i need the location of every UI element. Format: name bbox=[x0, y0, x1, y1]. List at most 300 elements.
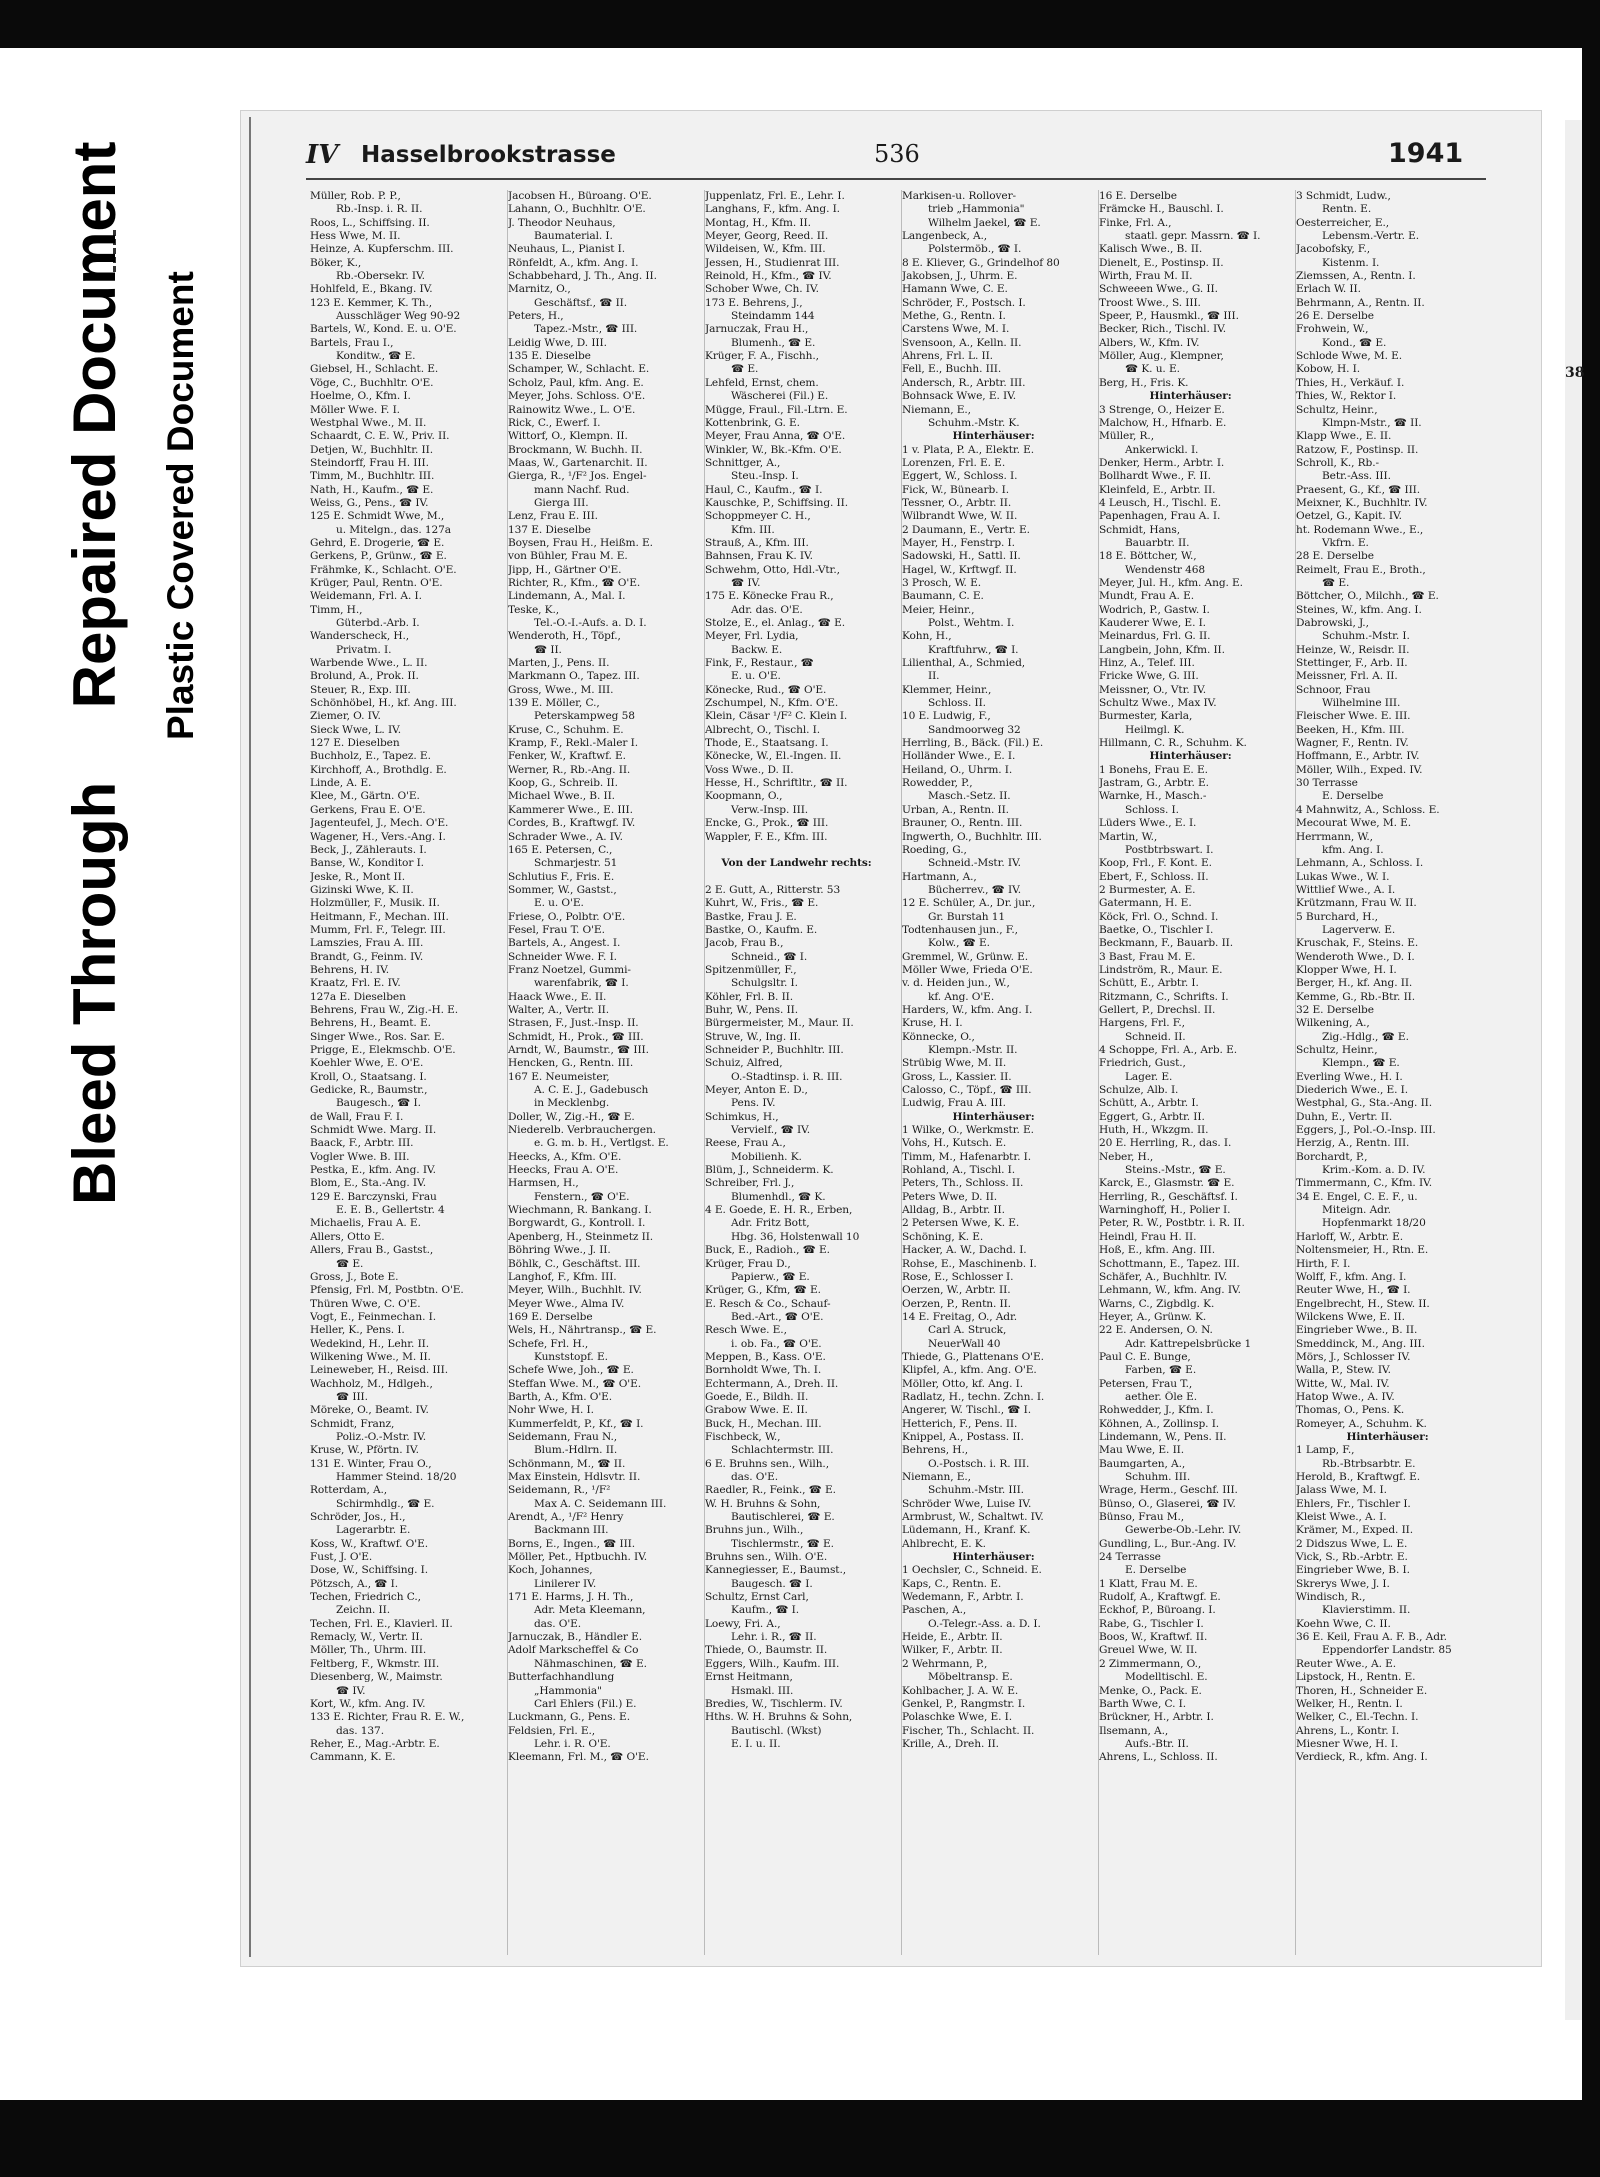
directory-entry-line: Lehmann, W., kfm. Ang. IV. bbox=[1099, 1284, 1241, 1297]
directory-entry-line: Radlatz, H., techn. Zchn. I. bbox=[902, 1390, 1045, 1403]
directory-entry-line: Schefe Wwe, Joh., ☎ E. bbox=[508, 1364, 634, 1377]
directory-entry-line: Wilckens Wwe, E. II. bbox=[1296, 1310, 1405, 1323]
directory-entry-line: Reinold, H., Kfm., ☎ IV. bbox=[705, 270, 832, 283]
scan-border-top bbox=[0, 0, 1600, 48]
directory-entry-line: ☎ IV. bbox=[731, 576, 761, 589]
directory-entry-line: Jarnuczak, B., Händler E. bbox=[508, 1631, 642, 1644]
page-header bbox=[306, 140, 1486, 174]
directory-entry-line: Grabow Wwe. E. II. bbox=[705, 1404, 808, 1417]
directory-entry-line: Meissner, Frl. A. II. bbox=[1296, 670, 1398, 683]
directory-entry-line: Tel.-O.-I.-Aufs. a. D. I. bbox=[534, 617, 647, 629]
directory-entry-line: 8 E. Kliever, G., Grindelhof 80 bbox=[902, 256, 1060, 269]
directory-entry-line: 1 Klatt, Frau M. E. bbox=[1099, 1577, 1198, 1590]
directory-entry-line: Meyer, Georg, Reed. II. bbox=[705, 230, 829, 243]
directory-entry-line: Wachholz, M., Hdlgeh., bbox=[310, 1377, 433, 1390]
directory-entry-line: E. E. B., Gellertstr. 4 bbox=[336, 1204, 445, 1217]
directory-entry-line: Hopfenmarkt 18/20 bbox=[1322, 1217, 1426, 1230]
directory-entry-line: Geschäftsf., ☎ II. bbox=[534, 296, 628, 309]
directory-entry-line: Wendenstr 468 bbox=[1125, 563, 1206, 576]
directory-entry-line: Wilhelmine III. bbox=[1322, 697, 1401, 710]
directory-entry-line: 2 Daumann, E., Vertr. E. bbox=[902, 523, 1030, 536]
directory-entry-line: Michaelis, Frau A. E. bbox=[310, 1217, 421, 1230]
directory-entry-line: Marnitz, O., bbox=[508, 283, 571, 296]
directory-entry-line: Krille, A., Dreh. II. bbox=[902, 1737, 999, 1750]
directory-entry-line: Wittorf, O., Klempn. II. bbox=[508, 430, 628, 443]
directory-entry-line: Lehfeld, Ernst, chem. bbox=[705, 376, 819, 389]
adjacent-page-edge bbox=[1565, 120, 1585, 2020]
directory-entry-line: Lehr. i. R. O'E. bbox=[534, 1737, 611, 1750]
directory-entry-line: Ebert, F., Schloss. II. bbox=[1099, 870, 1209, 883]
directory-entry-line: Thomas, O., Pens. K. bbox=[1296, 1404, 1405, 1417]
directory-entry-line: Tessner, O., Arbtr. II. bbox=[902, 496, 1012, 509]
directory-entry-line: Erlach W. II. bbox=[1296, 283, 1361, 296]
directory-entry-line: kfm. Ang. I. bbox=[1322, 843, 1384, 856]
directory-entry-line: Schmidt, Hans, bbox=[1099, 523, 1181, 536]
directory-entry-line: Bastke, Frau J. E. bbox=[705, 910, 797, 923]
directory-entry-line: Reese, Frau A., bbox=[705, 1137, 786, 1150]
directory-entry-line: Thüren Wwe, C. O'E. bbox=[310, 1297, 421, 1310]
directory-entry-line: Duhn, E., Vertr. II. bbox=[1296, 1110, 1393, 1123]
directory-entry-line: Hetterich, F., Pens. II. bbox=[902, 1417, 1018, 1430]
directory-entry-line: Tischlermstr., ☎ E. bbox=[731, 1537, 834, 1550]
directory-entry-line: Modelltischl. E. bbox=[1125, 1671, 1208, 1684]
directory-entry-line: Schaardt, C. E. W., Priv. II. bbox=[310, 430, 450, 443]
directory-entry-line: Kramp, F., Rekl.-Maler I. bbox=[508, 737, 638, 750]
directory-entry-line: Lehr. i. R., ☎ II. bbox=[731, 1631, 817, 1644]
directory-entry-line: 169 E. Derselbe bbox=[508, 1310, 593, 1323]
directory-entry-line: E. Resch & Co., Schauf- bbox=[705, 1297, 831, 1310]
directory-entry-line: Hagel, W., Krftwgf. II. bbox=[902, 563, 1017, 576]
directory-entry-line: Dienelt, E., Postinsp. II. bbox=[1099, 256, 1224, 269]
directory-entry-line: Wiechmann, R. Bankang. I. bbox=[508, 1204, 652, 1217]
directory-entry-line: „Hammonia" bbox=[534, 1684, 602, 1697]
directory-entry-line: Schuhm.-Mstr. K. bbox=[928, 416, 1020, 429]
directory-entry-line: Schottmann, E., Tapez. III. bbox=[1099, 1257, 1240, 1270]
directory-entry-line: Hess Wwe, M. II. bbox=[310, 230, 401, 243]
directory-entry-line: Sommer, W., Gastst., bbox=[508, 883, 617, 896]
directory-entry-line: Kort, W., kfm. Ang. IV. bbox=[310, 1697, 426, 1710]
directory-entry-line: Schulgsltr. I. bbox=[731, 977, 798, 990]
directory-entry-line: ht. Rodemann Wwe., E., bbox=[1296, 523, 1424, 536]
directory-entry-line: Meixner, K., Buchhltr. IV. bbox=[1296, 496, 1428, 509]
directory-entry-line: Meyer, Frl. Lydia, bbox=[705, 630, 799, 643]
directory-entry-line: Heecks, A., Kfm. O'E. bbox=[508, 1150, 622, 1163]
directory-entry-line: Thies, W., Rektor I. bbox=[1296, 390, 1397, 403]
directory-entry-line: Reuter Wwe, H., ☎ I. bbox=[1296, 1284, 1411, 1297]
directory-entry-line: Oerzen, W., Arbtr. II. bbox=[902, 1284, 1011, 1297]
directory-entry-line: Peters, Th., Schloss. II. bbox=[902, 1177, 1024, 1190]
directory-entry-line: Stolze, E., el. Anlag., ☎ E. bbox=[705, 617, 846, 629]
directory-entry-line: Fischbeck, W., bbox=[705, 1430, 781, 1443]
directory-entry-line: Calosso, C., Töpf., ☎ III. bbox=[902, 1084, 1032, 1097]
directory-entry-line: Meissner, O., Vtr. IV. bbox=[1099, 683, 1206, 696]
directory-entry-line: Könecke, Rud., ☎ O'E. bbox=[705, 683, 827, 696]
directory-entry-line: Koop, G., Schreib. II. bbox=[508, 777, 618, 790]
directory-entry-line: Bornholdt Wwe, Th. I. bbox=[705, 1364, 822, 1377]
directory-entry-line: Boos, W., Kraftwf. II. bbox=[1099, 1631, 1208, 1644]
directory-entry-line: Schneid.-Mstr. IV. bbox=[928, 857, 1021, 870]
directory-entry-line: O.-Stadtinsp. i. R. III. bbox=[731, 1070, 843, 1083]
directory-entry-line: Schöning, K. E. bbox=[902, 1230, 984, 1243]
directory-entry-line: Rudolf, A., Kraftwgf. E. bbox=[1099, 1591, 1221, 1604]
directory-entry-line: Hencken, G., Rentn. III. bbox=[508, 1057, 634, 1070]
directory-entry-line: Polaschke Wwe, E. I. bbox=[902, 1711, 1013, 1724]
directory-entry-line: Klempn., ☎ E. bbox=[1322, 1057, 1400, 1070]
directory-entry-line: Frohwein, W., bbox=[1296, 323, 1369, 336]
directory-entry-line: Techen, Friedrich C., bbox=[310, 1591, 421, 1604]
directory-entry-line: Müller, R., bbox=[1099, 430, 1154, 443]
directory-entry-line: 3 Strenge, O., Heizer E. bbox=[1099, 403, 1225, 416]
directory-entry-line: Leineweber, H., Reisd. III. bbox=[310, 1364, 448, 1377]
directory-entry-line: Kohlbacher, J. A. W. E. bbox=[902, 1684, 1019, 1697]
directory-entry-line: Langenbeck, A., bbox=[902, 230, 988, 243]
directory-entry-line: 139 E. Möller, C., bbox=[508, 697, 600, 710]
directory-entry-line: Schönmann, M., ☎ II. bbox=[508, 1457, 626, 1470]
directory-entry-line: Reuter Wwe., A. E. bbox=[1296, 1657, 1397, 1670]
directory-entry-line: Langbein, John, Kfm. II. bbox=[1099, 643, 1225, 656]
directory-entry-line: Polstermöb., ☎ I. bbox=[928, 243, 1022, 256]
directory-entry-line: Timmermann, C., Kfm. IV. bbox=[1296, 1177, 1433, 1190]
directory-entry-line: Köck, Frl. O., Schnd. I. bbox=[1099, 910, 1219, 923]
directory-columns bbox=[310, 190, 1490, 1955]
directory-entry-line: Langhans, F., kfm. Ang. I. bbox=[705, 203, 840, 216]
directory-entry-line: NeuerWall 40 bbox=[928, 1337, 1001, 1350]
directory-entry-line: 26 E. Derselbe bbox=[1296, 310, 1374, 323]
directory-entry-line: Fleischer Wwe. E. III. bbox=[1296, 710, 1411, 723]
directory-entry-line: Buck, E., Radioh., ☎ E. bbox=[705, 1244, 830, 1257]
directory-entry-line: Linde, A. E. bbox=[310, 777, 372, 790]
directory-entry-line: Schrader Wwe., A. IV. bbox=[508, 830, 623, 843]
directory-entry-line: Werner, R., Rb.-Ang. II. bbox=[508, 763, 631, 776]
directory-entry-line: Ahrens, Frl. L. II. bbox=[902, 350, 993, 363]
directory-entry-line: Schröder, Jos., H., bbox=[310, 1511, 406, 1524]
directory-entry-line: Schultz Wwe., Max IV. bbox=[1099, 697, 1217, 710]
directory-entry-line: 175 E. Könecke Frau R., bbox=[705, 590, 834, 603]
directory-entry-line: Behrmann, A., Rentn. II. bbox=[1296, 296, 1425, 309]
directory-entry-line: Wels, H., Nährtransp., ☎ E. bbox=[508, 1324, 657, 1337]
directory-entry-line: Paschen, A., bbox=[902, 1604, 967, 1617]
directory-entry-line: Hirth, F. I. bbox=[1296, 1257, 1351, 1270]
directory-entry-line: Lindström, R., Maur. E. bbox=[1099, 963, 1223, 976]
directory-entry-line: Poliz.-O.-Mstr. IV. bbox=[336, 1430, 427, 1443]
directory-entry-line: Hinterhäuser: bbox=[952, 1551, 1035, 1564]
directory-entry-line: Romeyer, A., Schuhm. K. bbox=[1296, 1417, 1427, 1430]
directory-entry-line: Hinterhäuser: bbox=[1149, 750, 1232, 763]
directory-entry-line: Schmidt, Franz, bbox=[310, 1417, 395, 1430]
directory-entry-line: Pens. IV. bbox=[731, 1097, 776, 1110]
directory-entry-line: Thoren, H., Schneider E. bbox=[1296, 1684, 1428, 1697]
directory-entry-line: Steines, W., kfm. Ang. I. bbox=[1296, 603, 1422, 616]
directory-entry-line: 1 v. Plata, P. A., Elektr. E. bbox=[902, 443, 1035, 456]
directory-entry-line: Nath, H., Kaufm., ☎ E. bbox=[310, 483, 434, 496]
directory-entry-line: Koss, W., Kraftwf. O'E. bbox=[310, 1537, 428, 1550]
directory-entry-line: Aufs.-Btr. II. bbox=[1125, 1737, 1189, 1750]
directory-entry-line: Lukas Wwe., W. I. bbox=[1296, 870, 1390, 883]
directory-entry-line: Fick, W., Bünearb. I. bbox=[902, 483, 1010, 496]
directory-entry-line: Kemme, G., Rb.-Btr. II. bbox=[1296, 990, 1415, 1003]
directory-entry-line: Wilker, F., Arbtr. II. bbox=[902, 1644, 1003, 1657]
directory-column-4 bbox=[901, 190, 1085, 1955]
directory-entry-line: Borgwardt, G., Kontroll. I. bbox=[508, 1217, 646, 1230]
directory-entry-line: Kond., ☎ E. bbox=[1322, 336, 1387, 349]
directory-entry-line: ☎ II. bbox=[534, 643, 562, 656]
directory-entry-line: Bürgermeister, M., Maur. II. bbox=[705, 1017, 854, 1030]
stamp-label-primary bbox=[60, 142, 129, 1205]
directory-entry-line: Steuer, R., Exp. III. bbox=[310, 683, 411, 696]
directory-entry-line: E. Derselbe bbox=[1125, 1564, 1187, 1577]
directory-entry-line: Brockmann, W. Buchh. II. bbox=[508, 443, 643, 456]
directory-entry-line: Huth, H., Wkzgm. II. bbox=[1099, 1124, 1209, 1137]
directory-entry-line: Meyer, Anton E. D., bbox=[705, 1084, 808, 1097]
directory-entry-line: Lagerarbtr. E. bbox=[336, 1524, 411, 1537]
directory-entry-line: Bücherrev., ☎ IV. bbox=[928, 883, 1022, 896]
directory-entry-line: 2 Zimmermann, O., bbox=[1099, 1657, 1202, 1670]
directory-entry-line: Ernst Heitmann, bbox=[705, 1671, 793, 1684]
directory-entry-line: Ilsemann, A., bbox=[1099, 1724, 1169, 1737]
directory-entry-line: Vohs, H., Kutsch. E. bbox=[902, 1137, 1007, 1150]
directory-entry-line: Mundt, Frau A. E. bbox=[1099, 590, 1194, 603]
directory-entry-line: Hths. W. H. Bruhns & Sohn, bbox=[705, 1711, 853, 1724]
directory-entry-line: O.-Postsch. i. R. III. bbox=[928, 1457, 1030, 1470]
directory-entry-line: Stettinger, F., Arb. II. bbox=[1296, 657, 1408, 670]
directory-entry-line: Wildeisen, W., Kfm. III. bbox=[705, 243, 826, 256]
directory-entry-line: E. Derselbe bbox=[1322, 790, 1384, 803]
directory-entry-line: Tapez.-Mstr., ☎ III. bbox=[534, 323, 638, 336]
directory-entry-line: Blumenhdl., ☎ K. bbox=[731, 1190, 826, 1203]
directory-entry-line: Angerer, W. Tischl., ☎ I. bbox=[902, 1404, 1032, 1417]
directory-entry-line: Heinze, A. Kupferschm. III. bbox=[310, 243, 454, 256]
directory-column-5 bbox=[1098, 190, 1282, 1955]
directory-entry-line: Heecks, Frau A. O'E. bbox=[508, 1164, 619, 1177]
directory-entry-line: Steu.-Insp. I. bbox=[731, 470, 799, 483]
directory-entry-line: Steffan Wwe. M., ☎ O'E. bbox=[508, 1377, 642, 1390]
directory-entry-line: Schnoor, Frau bbox=[1296, 683, 1371, 696]
directory-entry-line: Schlutius F., Fris. E. bbox=[508, 870, 615, 883]
directory-entry-line: Koehn Wwe, C. II. bbox=[1296, 1617, 1391, 1630]
directory-entry-line: Techen, Frl. E., Klavierl. II. bbox=[310, 1617, 453, 1630]
directory-entry-line: Windisch, R., bbox=[1296, 1591, 1366, 1604]
directory-entry-line: Ahlbrecht, E. K. bbox=[902, 1537, 986, 1550]
directory-entry-line: Struve, W., Ing. II. bbox=[705, 1030, 801, 1043]
directory-entry-line: Lahann, O., Buchhltr. O'E. bbox=[508, 203, 646, 216]
directory-entry-line: Mau Wwe, E. II. bbox=[1099, 1444, 1185, 1457]
directory-entry-line: Baugesch., ☎ I. bbox=[336, 1097, 421, 1110]
directory-entry-line: Heller, K., Pens. I. bbox=[310, 1324, 405, 1337]
directory-entry-line: Kammerer Wwe., E. III. bbox=[508, 803, 633, 816]
directory-entry-line: Niemann, E., bbox=[902, 403, 971, 416]
directory-entry-line: Böker, K., bbox=[310, 256, 362, 269]
directory-entry-line: Schmidt Wwe. Marg. II. bbox=[310, 1124, 437, 1137]
directory-entry-line: Berg, H., Fris. K. bbox=[1099, 376, 1189, 389]
directory-entry-line: Verdieck, R., kfm. Ang. I. bbox=[1296, 1751, 1428, 1764]
directory-entry-line: Pestka, E., kfm. Ang. IV. bbox=[310, 1164, 436, 1177]
directory-entry-line: Giebsel, H., Schlacht. E. bbox=[310, 363, 439, 376]
directory-entry-line: Schreiber, Frl. J., bbox=[705, 1177, 795, 1190]
directory-entry-line: Gerkens, P., Grünw., ☎ E. bbox=[310, 550, 447, 563]
directory-entry-line: ☎ K. u. E. bbox=[1125, 363, 1180, 376]
directory-entry-line: Gundling, L., Bur.-Ang. IV. bbox=[1099, 1537, 1237, 1550]
directory-entry-line: Berger, H., kf. Ang. II. bbox=[1296, 977, 1413, 990]
directory-entry-line: Neuhaus, L., Pianist I. bbox=[508, 243, 625, 256]
directory-entry-line: Schneid. II. bbox=[1125, 1030, 1186, 1043]
directory-entry-line: Masch.-Setz. II. bbox=[928, 790, 1011, 803]
directory-entry-line: ☎ E. bbox=[336, 1257, 364, 1270]
directory-entry-line: 14 E. Freitag, O., Adr. bbox=[902, 1310, 1018, 1323]
directory-entry-line: A. C. E. J., Gadebusch bbox=[534, 1084, 649, 1097]
directory-entry-line: Warnke, H., Masch.- bbox=[1099, 790, 1207, 803]
directory-entry-line: Koehler Wwe, E. O'E. bbox=[310, 1057, 424, 1070]
directory-entry-line: Möller Wwe. F. I. bbox=[310, 403, 400, 416]
directory-entry-line: Lebensm.-Vertr. E. bbox=[1322, 230, 1420, 243]
directory-entry-line: 1 Bonehs, Frau E. E. bbox=[1099, 763, 1208, 776]
directory-entry-line: Blum.-Hdlrn. II. bbox=[534, 1444, 618, 1457]
directory-entry-line: Konditw., ☎ E. bbox=[336, 350, 416, 363]
directory-entry-line: Barth Wwe, C. I. bbox=[1099, 1697, 1186, 1710]
directory-entry-line: Hatop Wwe., A. IV. bbox=[1296, 1390, 1395, 1403]
directory-entry-line: Könecke, W., El.-Ingen. II. bbox=[705, 750, 842, 763]
directory-entry-line: Allers, Frau B., Gastst., bbox=[310, 1244, 434, 1257]
directory-entry-line: 2 E. Gutt, A., Ritterstr. 53 bbox=[705, 883, 841, 896]
directory-entry-line: Möbeltransp. E. bbox=[928, 1671, 1013, 1684]
directory-entry-line: Jalass Wwe, M. I. bbox=[1296, 1484, 1387, 1497]
directory-entry-line: u. Mitelgn., das. 127a bbox=[336, 523, 452, 536]
directory-entry-line: Diederich Wwe., E. I. bbox=[1296, 1084, 1409, 1097]
directory-entry-line: Lindemann, A., Mal. I. bbox=[508, 590, 626, 603]
directory-entry-line: Bünso, Frau M., bbox=[1099, 1511, 1184, 1524]
directory-entry-line: Baack, F., Arbtr. III. bbox=[310, 1137, 414, 1150]
directory-entry-line: Detjen, W., Buchhltr. II. bbox=[310, 443, 433, 456]
directory-entry-line: Wilbrandt Wwe, W. II. bbox=[902, 510, 1018, 523]
directory-entry-line: Lorenzen, Frl. E. E. bbox=[902, 456, 1006, 469]
directory-entry-line: Gerkens, Frau E. O'E. bbox=[310, 803, 426, 816]
directory-entry-line: Rb.-Insp. i. R. II. bbox=[336, 203, 423, 216]
directory-entry-line: Hillmann, C. R., Schuhm. K. bbox=[1099, 737, 1247, 750]
directory-entry-line: Krützmann, Frau W. II. bbox=[1296, 897, 1417, 910]
directory-entry-line: 2 Petersen Wwe, K. E. bbox=[902, 1217, 1020, 1230]
stamp-repaired-document: Repaired Document bbox=[61, 141, 128, 709]
directory-entry-line: ☎ IV. bbox=[336, 1684, 366, 1697]
directory-entry-line: Eppendorfer Landstr. 85 bbox=[1322, 1644, 1452, 1657]
directory-entry-line: Klapp Wwe., E. II. bbox=[1296, 430, 1392, 443]
directory-entry-line: Beck, J., Zählerauts. I. bbox=[310, 843, 427, 856]
directory-entry-line: Ahrens, L., Kontr. I. bbox=[1296, 1724, 1400, 1737]
directory-entry-line: Juppenlatz, Frl. E., Lehr. I. bbox=[705, 190, 845, 202]
directory-entry-line: Gremmel, W., Grünw. E. bbox=[902, 950, 1029, 963]
directory-entry-line: Böttcher, O., Milchh., ☎ E. bbox=[1296, 590, 1439, 603]
directory-entry-line: Heilmgl. K. bbox=[1125, 723, 1185, 736]
directory-entry-line: das. 137. bbox=[336, 1724, 384, 1737]
directory-entry-line: aether. Öle E. bbox=[1125, 1390, 1197, 1403]
directory-entry-line: Prigge, E., Elekmschb. O'E. bbox=[310, 1044, 456, 1056]
directory-entry-line: Lüdemann, H., Kranf. K. bbox=[902, 1524, 1031, 1537]
directory-entry-line: v. d. Heiden jun., W., bbox=[902, 977, 1010, 990]
directory-entry-line: Schneider Wwe. F. I. bbox=[508, 950, 617, 963]
directory-entry-line: Rotterdam, A., bbox=[310, 1484, 388, 1497]
directory-entry-line: Eckhof, P., Büroang. I. bbox=[1099, 1604, 1216, 1617]
directory-entry-line: Kalisch Wwe., B. II. bbox=[1099, 243, 1203, 256]
directory-entry-line: Adr. Kattrepelsbrücke 1 bbox=[1125, 1337, 1252, 1350]
directory-entry-line: Gizinski Wwe, K. II. bbox=[310, 883, 414, 896]
directory-entry-line: Langhof, F., Kfm. III. bbox=[508, 1270, 617, 1283]
directory-entry-line: Krüger, Paul, Rentn. O'E. bbox=[310, 576, 443, 589]
directory-entry-line: Schuhm.-Mstr. III. bbox=[928, 1484, 1024, 1497]
directory-entry-line: Koop, Frl., F. Kont. E. bbox=[1099, 857, 1212, 870]
directory-entry-line: Bruhns jun., Wilh., bbox=[705, 1524, 804, 1537]
directory-entry-line: Becker, Rich., Tischl. IV. bbox=[1099, 323, 1227, 336]
directory-entry-line: Meppen, B., Kass. O'E. bbox=[705, 1350, 826, 1363]
page-number: 536 bbox=[874, 140, 920, 168]
directory-entry-line: Kaps, C., Rentn. E. bbox=[902, 1577, 1002, 1590]
directory-entry-line: Reher, E., Mag.-Arbtr. E. bbox=[310, 1737, 440, 1750]
directory-entry-line: Allers, Otto E. bbox=[310, 1230, 385, 1243]
directory-entry-line: Buck, H., Mechan. III. bbox=[705, 1417, 822, 1430]
directory-entry-line: Rentn. E. bbox=[1322, 203, 1372, 216]
directory-entry-line: Arndt, W., Baumstr., ☎ III. bbox=[508, 1044, 649, 1056]
directory-entry-line: Borchardt, P., bbox=[1296, 1150, 1368, 1163]
directory-entry-line: Meyer Wwe., Alma IV. bbox=[508, 1297, 625, 1310]
directory-entry-line: Kruse, H. I. bbox=[902, 1017, 963, 1030]
directory-entry-line: Friese, O., Polbtr. O'E. bbox=[508, 910, 626, 923]
directory-entry-line: Walter, A., Vertr. II. bbox=[508, 1003, 610, 1016]
directory-entry-line: Kleinfeld, E., Arbtr. II. bbox=[1099, 483, 1216, 496]
directory-entry-line: Herold, B., Kraftwgf. E. bbox=[1296, 1471, 1421, 1483]
directory-entry-line: Blumenh., ☎ E. bbox=[731, 336, 816, 349]
directory-entry-line: Heinze, W., Reisdr. II. bbox=[1296, 643, 1410, 656]
directory-entry-line: Krüger, F. A., Fischh., bbox=[705, 350, 819, 363]
directory-entry-line: Hargens, Frl. F., bbox=[1099, 1017, 1185, 1030]
directory-entry-line: 6 E. Bruhns sen., Wilh., bbox=[705, 1457, 829, 1470]
directory-entry-line: Nähmaschinen, ☎ E. bbox=[534, 1657, 647, 1670]
directory-entry-line: 4 Leusch, H., Tischl. E. bbox=[1099, 496, 1221, 509]
directory-entry-line: Papenhagen, Frau A. I. bbox=[1099, 510, 1221, 523]
directory-entry-line: Spitzenmüller, F., bbox=[705, 963, 797, 976]
directory-entry-line: Wolff, F., kfm. Ang. I. bbox=[1296, 1270, 1407, 1283]
directory-entry-line: Montag, H., Kfm. II. bbox=[705, 216, 811, 229]
directory-entry-line: Eggers, Wilh., Kaufm. III. bbox=[705, 1657, 840, 1670]
directory-entry-line: Weidemann, Frl. A. I. bbox=[310, 590, 422, 603]
directory-column-1 bbox=[310, 190, 493, 1955]
directory-entry-line: 28 E. Derselbe bbox=[1296, 550, 1374, 563]
directory-entry-line: 4 Schoppe, Frl. A., Arb. E. bbox=[1099, 1044, 1237, 1056]
directory-entry-line: Baetke, O., Tischler I. bbox=[1099, 923, 1214, 936]
directory-entry-line: Dabrowski, J., bbox=[1296, 617, 1369, 629]
directory-entry-line: Baugesch. ☎ I. bbox=[731, 1577, 813, 1590]
directory-entry-line: Ratzow, F., Postinsp. II. bbox=[1296, 443, 1419, 456]
directory-column-3 bbox=[704, 190, 888, 1955]
directory-entry-line: Rick, C., Ewerf. I. bbox=[508, 416, 601, 429]
directory-entry-line: Wilkening Wwe., M. II. bbox=[310, 1350, 431, 1363]
directory-entry-line: Schloss. I. bbox=[1125, 803, 1179, 816]
directory-entry-line: Kummerfeldt, P., Kf., ☎ I. bbox=[508, 1417, 644, 1430]
directory-entry-line: Westphal Wwe., M. II. bbox=[310, 416, 427, 429]
directory-entry-line: 3 Prosch, W. E. bbox=[902, 576, 981, 589]
directory-entry-line: 167 E. Neumeister, bbox=[508, 1070, 610, 1083]
directory-entry-line: Rowedder, P., bbox=[902, 777, 973, 790]
directory-entry-line: Wappler, F. E., Kfm. III. bbox=[705, 830, 828, 843]
directory-entry-line: Klemmer, Heinr., bbox=[902, 683, 992, 696]
directory-entry-line: Bruhns sen., Wilh. O'E. bbox=[705, 1551, 828, 1564]
directory-entry-line: Schneider P., Buchhltr. III. bbox=[705, 1044, 844, 1056]
directory-entry-line: Gehrd, E. Drogerie, ☎ E. bbox=[310, 536, 445, 549]
directory-entry-line: 3 Bast, Frau M. E. bbox=[1099, 950, 1196, 963]
directory-entry-line: Thiede, O., Baumstr. II. bbox=[705, 1644, 828, 1657]
directory-entry-line: das. O'E. bbox=[534, 1617, 582, 1630]
directory-entry-line: Carstens Wwe, M. I. bbox=[902, 323, 1010, 336]
directory-entry-line: Rohse, E., Maschinenb. I. bbox=[902, 1257, 1037, 1270]
directory-entry-line: Smeddinck, M., Ang. III. bbox=[1296, 1337, 1425, 1350]
directory-entry-line: Hoß, E., kfm. Ang. III. bbox=[1099, 1244, 1215, 1257]
directory-entry-line: Bahnsen, Frau K. IV. bbox=[705, 550, 813, 563]
